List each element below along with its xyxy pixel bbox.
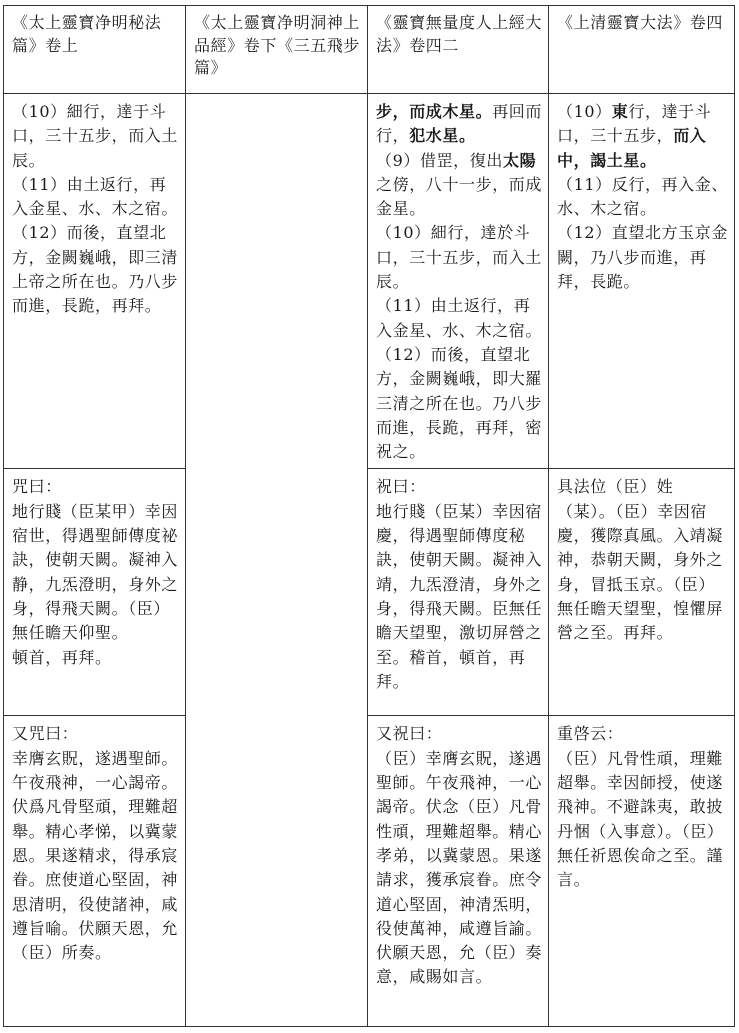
header-cell-3 xyxy=(368,6,549,94)
comparison-table xyxy=(3,5,735,1027)
text-run: （9）借罡，復出 xyxy=(376,150,503,170)
text-paragraph: （12）而後，直望北方，金闕巍峨，即三清上帝之所在也。乃八步而進，長跪，再拜。 xyxy=(12,223,179,316)
header-cell-4 xyxy=(549,6,735,94)
text-paragraph: 幸膺玄貺，遂遇聖師。午夜飛神，一心謁帝。伏爲凡骨堅頑，理難超舉。精心孝悌，以冀蒙恩。果遂精求，得承宸眷。庶使道心堅固，神思清明，役使諸神，咸遵旨喻。伏願天恩，允（臣）所奏。 xyxy=(12,748,179,963)
text-paragraph: （11）由土返行，再入金星、水、木之宿。 xyxy=(376,296,543,340)
text-paragraph: 頓首，再拜。 xyxy=(12,647,112,667)
text-paragraph: 又祝曰： xyxy=(376,724,443,744)
text-paragraph xyxy=(557,100,728,173)
header-text: 《太上靈寶净明洞神上品經》卷下《三五飛步篇》 xyxy=(194,13,361,77)
text-paragraph: 地行賤（臣某）幸因宿慶，得遇聖師傳度秘訣，使朝天闕。凝神入靖，九炁澄清，身外之身，得飛天闕。臣無任瞻天望聖，激切屏營之至。稽首，頓首，再拜。 xyxy=(376,501,543,691)
text-run: （10） xyxy=(557,102,612,121)
text-paragraph: （臣）凡骨性頑，理難超舉。幸因師授，使遂飛神。不避誅夷，敢披丹悃（入事意）。（臣）無任祈恩俟命之至。謹言。 xyxy=(557,748,724,890)
table-row xyxy=(4,469,735,716)
table-row xyxy=(4,716,735,1027)
text-paragraph: （11）由土返行，再入金星、水、木之宿。 xyxy=(12,174,179,219)
text-paragraph: （12）直望北方玉京金闕，乃八步而進，再拜，長跪。 xyxy=(557,223,728,292)
text-paragraph: 重啓云： xyxy=(557,724,624,744)
header-cell-2 xyxy=(186,6,368,94)
text-paragraph xyxy=(376,149,542,222)
bold-text-run: 東 xyxy=(611,102,629,121)
header-text: 《太上靈寶净明秘法篇》卷上 xyxy=(12,13,162,55)
text-cell xyxy=(4,94,186,469)
bold-text-run: 步，而成木星。 xyxy=(376,102,493,121)
text-cell xyxy=(549,716,735,1027)
text-cell xyxy=(549,94,735,469)
header-row xyxy=(4,6,735,94)
text-paragraph: （10）細行，達於斗口，三十五步，而入土辰。 xyxy=(376,223,543,292)
text-paragraph: 具法位（臣）姓（某）。（臣）幸因宿慶，獲際真風。入靖凝神，恭朝天闕，身外之身，冒抵玉京。（臣）無任瞻天望聖，惶懼屏營之至。再拜。 xyxy=(557,477,724,643)
text-run: 行，達于斗口，三十五步， xyxy=(557,102,712,146)
text-run: 之傍，八十一步，而成金星。 xyxy=(376,174,543,219)
text-paragraph: 地行賤（臣某甲）幸因宿世，得遇聖師傳度祕訣，使朝天闕。凝神入静，九炁澄明，身外之身，得飛天闕。（臣）無任瞻天仰聖。 xyxy=(12,501,179,643)
header-cell-1 xyxy=(4,6,186,94)
text-paragraph: （11）反行，再入金、水、木之宿。 xyxy=(557,174,728,219)
text-paragraph xyxy=(376,100,542,149)
bold-text-run: 犯水星。 xyxy=(409,126,476,146)
bold-text-run: 太陽 xyxy=(502,150,537,170)
header-text: 《靈寶無量度人上經大法》卷四二 xyxy=(376,13,543,55)
text-cell xyxy=(368,469,549,716)
text-cell xyxy=(549,469,735,716)
text-paragraph: 祝曰： xyxy=(376,477,426,497)
text-paragraph: （12）而後，直望北方，金闕巍峨，即大羅三清之所在也。乃八步而進，長跪，再拜，密祝之。 xyxy=(376,344,543,462)
text-paragraph: （臣）幸膺玄貺，遂遇聖師。午夜飛神，一心謁帝。伏念（臣）凡骨性頑，理難超舉。精心孝弟，以冀蒙恩。果遂請求，獲承宸眷。庶令道心堅固，神清炁明，役使萬神，咸遵旨諭。伏願天恩，允（臣）奏意，咸賜如言。 xyxy=(376,748,543,987)
text-cell xyxy=(368,94,549,469)
bold-text-run: 而入中，謁土星。 xyxy=(557,126,707,170)
text-cell xyxy=(4,469,186,716)
text-paragraph: 又咒曰： xyxy=(12,724,79,744)
empty-cell xyxy=(186,94,368,1027)
text-run: 再回而行， xyxy=(376,102,543,146)
header-text: 《上清靈寶大法》卷四 xyxy=(557,13,724,32)
text-cell xyxy=(368,716,549,1027)
text-paragraph: 咒曰： xyxy=(12,477,62,497)
table-row xyxy=(4,94,735,469)
text-cell xyxy=(4,716,186,1027)
text-paragraph: （10）細行，達于斗口，三十五步，而入土辰。 xyxy=(12,102,179,170)
